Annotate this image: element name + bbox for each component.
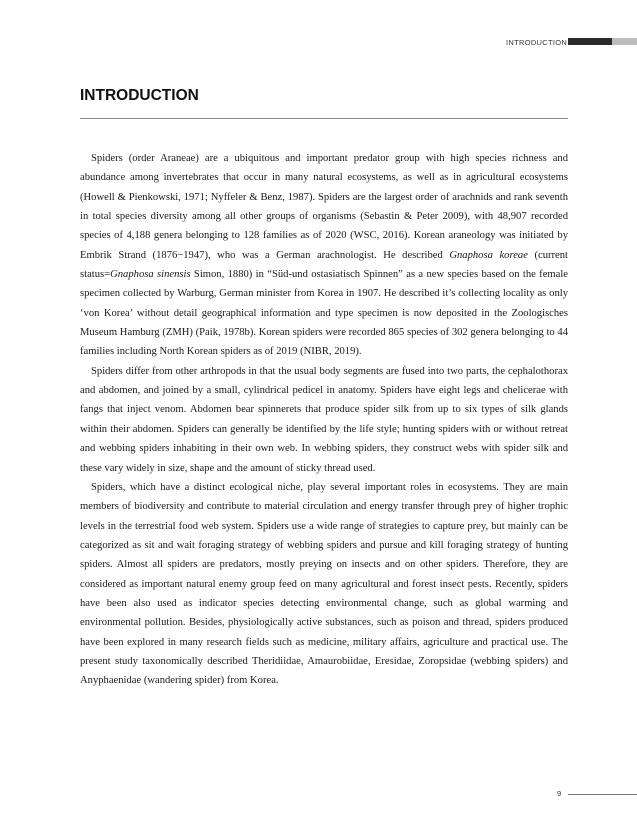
- footer-rule: [568, 794, 637, 795]
- species-name: Gnaphosa koreae: [449, 249, 528, 261]
- section-title: INTRODUCTION: [80, 87, 199, 104]
- paragraph-text: Spiders differ from other arthropods in that the usual body segments are fused into two parts, the cephalothorax and abdomen, and joined by a small, cylindrical pedicel in anatomy. Spiders have eight legs and chelicerae with fangs that inject venom. Abdomen bear spinnerets that produce spider silk from up to six types of silk glands within their abdomen. Spiders can generally be identified by the life style; hunting spiders with or without retreat and webbing spiders inhabiting in their own web. In webbing spiders, they construct webs with spider silk and these vary widely in size, shape and the amount of sticky thread used.: [80, 365, 568, 474]
- page-number: 9: [557, 789, 562, 798]
- title-divider: [80, 118, 568, 119]
- paragraph-text: (current status=: [80, 249, 568, 281]
- header-bar-light: [612, 38, 637, 45]
- paragraph-text: Spiders, which have a distinct ecological niche, play several important roles in ecosystems. They are main members of biodiversity and contribute to material circulation and energy transfer through prey of higher trophic levels in the terrestrial food web system. Spiders use a wide range of strategies to capture prey, but mainly can be categorized as sit and wait foraging strategy of webbing spiders and pursue and kill foraging strategy of hunting spiders. Almost all spiders are predators, mostly preying on insects and on other spiders. Therefore, they are considered as important natural enemy group feed on many agricultural and forest insect pests. Recently, spiders have been also used as indicator species detecting environmental change, such as global warming and environmental pollution. Besides, physiologically active substances, such as poison and thread, spiders produced have been explored in many research fields such as medicine, military affairs, agriculture and practical use. The present study taxonomically described Theridiidae, Amaurobiidae, Eresidae, Zoropsidae (webbing spiders) and Anyphaenidae (wandering spider) from Korea.: [80, 481, 568, 687]
- body-text: [80, 149, 568, 691]
- species-name: Gnaphosa sinensis: [110, 269, 191, 281]
- paragraph-text: Simon, 1880) in “Süd-und ostasiatisch Spinnen” as a new species based on the female specimen collected by Warburg, German minister from Korea in 1907. He described it’s collecting locality as only ‘von Korea’ without detail geographical information and type specimen is now deposited in the Zoologisches Museum Hamburg (ZMH) (Paik, 1978b). Korean spiders were recorded 865 species of 302 genera belonging to 44 families including North Korean spiders as of 2019 (NIBR, 2019).: [80, 269, 568, 358]
- paragraph-3: [80, 478, 568, 691]
- running-head: INTRODUCTION: [506, 38, 568, 47]
- paragraph-text: Spiders (order Araneae) are a ubiquitous and important predator group with high species richness and abundance among invertebrates that occur in many natural ecosystems, as well as in agricultural ecosystems (Howell & Pienkowski, 1971; Nyffeler & Benz, 1987). Spiders are the largest order of arachnids and rank seventh in total species diversity among all other groups of organisms (Sebastin & Peter 2009), with 48,907 recorded species of 4,188 genera belonging to 128 families as of 2020 (WSC, 2016). Korean araneology was initiated by Embrik Strand (1876−1947), who was a German arachnologist. He described: [80, 153, 568, 261]
- header-bar-dark: [568, 38, 612, 45]
- paragraph-2: [80, 362, 568, 478]
- paragraph-1: [80, 149, 568, 362]
